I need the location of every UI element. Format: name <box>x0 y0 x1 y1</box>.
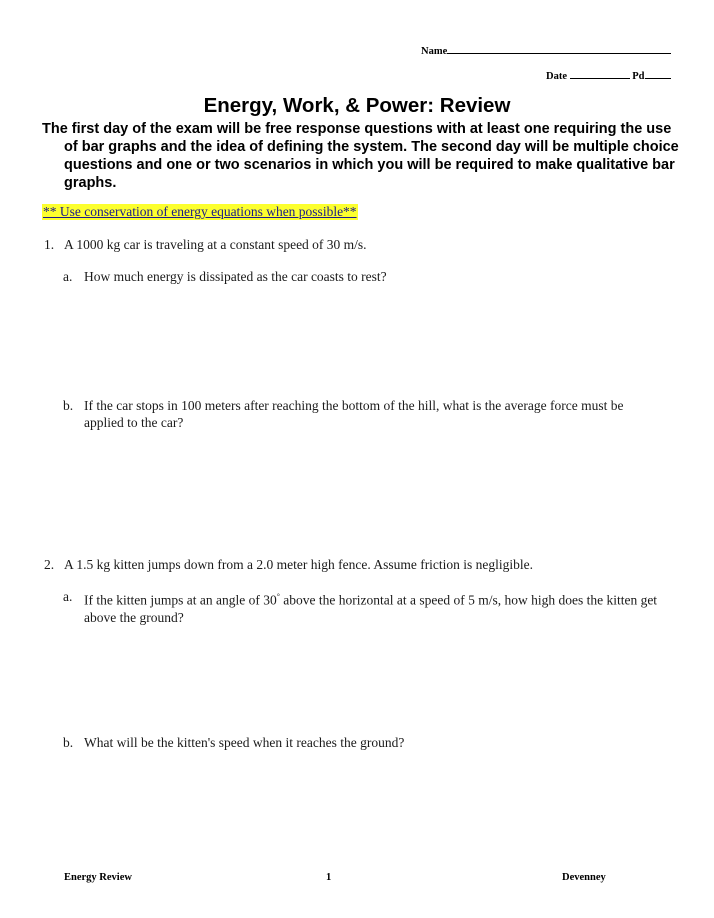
question-1a-letter: a. <box>63 269 73 284</box>
date-pd-field <box>546 68 671 82</box>
date-blank[interactable] <box>570 68 630 79</box>
footer-left: Energy Review <box>64 872 132 883</box>
question-1a-text: How much energy is dissipated as the car coasts to rest? <box>84 269 387 284</box>
question-1-text: A 1000 kg car is traveling at a constant speed of 30 m/s. <box>64 237 367 252</box>
degree-symbol: ° <box>276 592 280 601</box>
pd-label: Pd <box>632 71 645 82</box>
name-blank[interactable] <box>447 43 671 54</box>
question-2a-text-after: above the horizontal at a speed of 5 m/s, how high does the kitten get above the ground? <box>84 592 658 625</box>
pd-blank[interactable] <box>645 68 671 79</box>
question-1b-text: If the car stops in 100 meters after reaching the bottom of the hill, what is the average force must be applied to the car? <box>84 398 624 430</box>
page-number: 1 <box>326 872 332 883</box>
question-2a-text <box>84 588 663 626</box>
page-title: Energy, Work, & Power: Review <box>203 94 511 117</box>
intro-paragraph <box>42 120 682 192</box>
question-2-number: 2. <box>44 557 55 572</box>
question-2a-text-before: If the kitten jumps at an angle of 30 <box>84 592 277 608</box>
date-label: Date <box>546 71 567 82</box>
conservation-note: ** Use conservation of energy equations when possible** <box>43 204 357 219</box>
intro-text: The first day of the exam will be free response questions with at least one requiring the use of bar graphs and the idea of defining the system. The second day will be multiple choice questions and one or two scenarios in which you will be required to make qualitative bar graphs. <box>42 121 679 191</box>
question-1-number: 1. <box>44 237 55 252</box>
question-1b-letter: b. <box>63 398 74 413</box>
question-2b-text: What will be the kitten's speed when it reaches the ground? <box>84 735 405 750</box>
question-2-text: A 1.5 kg kitten jumps down from a 2.0 meter high fence. Assume friction is negligible. <box>64 557 534 572</box>
question-2b-letter: b. <box>63 735 74 750</box>
footer-right: Devenney <box>562 872 606 883</box>
name-field <box>421 43 671 57</box>
question-2a-letter: a. <box>63 589 73 604</box>
name-label: Name <box>421 46 448 57</box>
